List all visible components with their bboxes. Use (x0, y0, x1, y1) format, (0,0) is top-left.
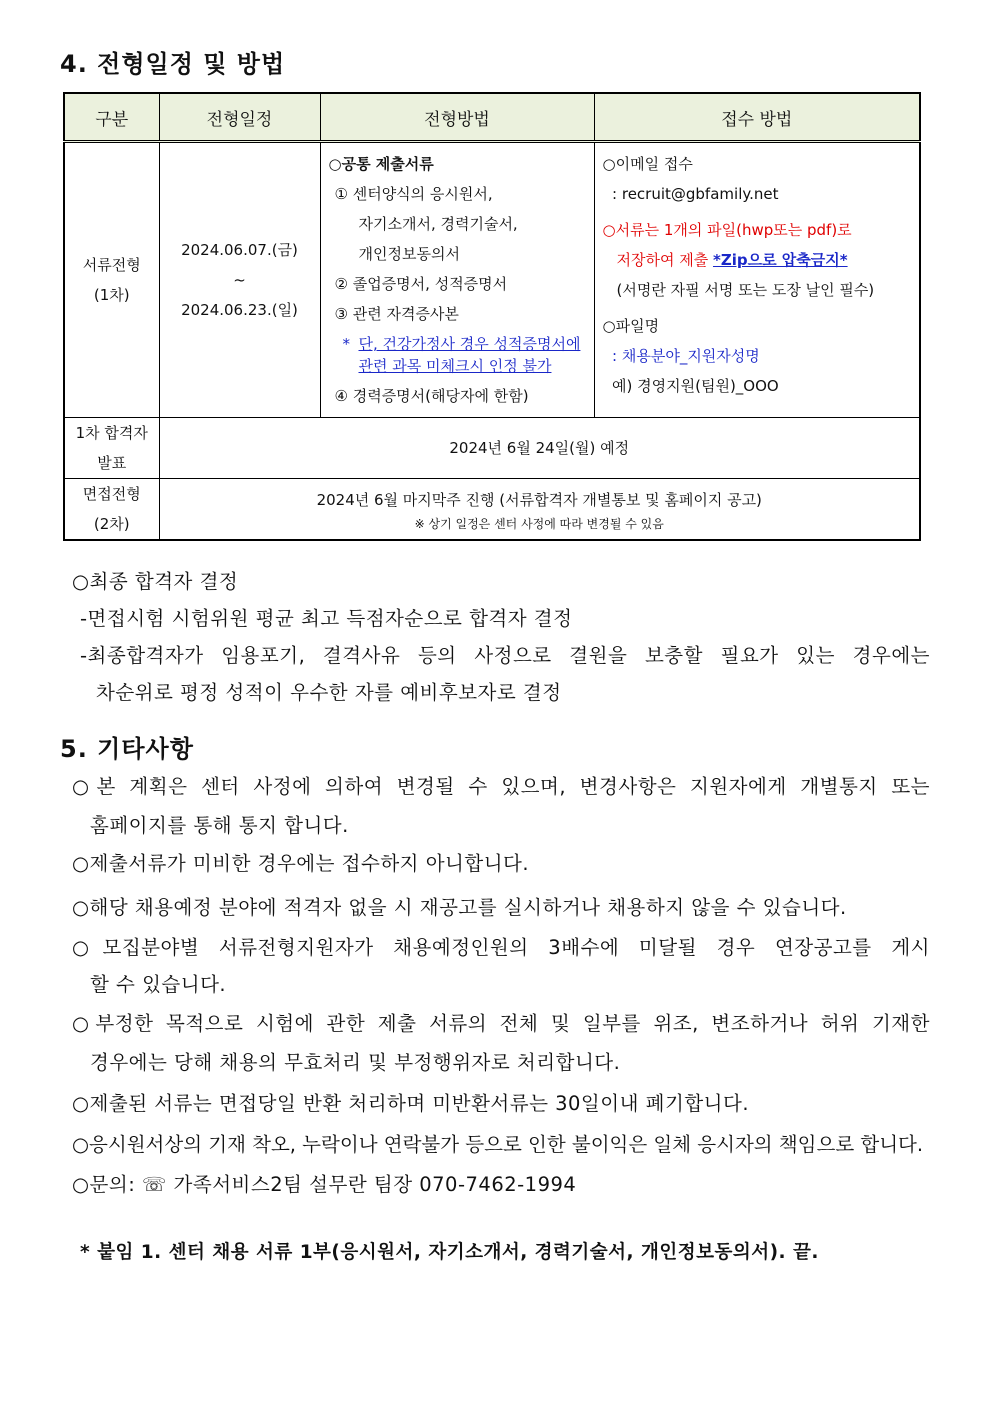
row2-value: 2024년 6월 24일(월) 예정 (159, 418, 920, 479)
reception-file-line2-a: 저장하여 제출 (616, 251, 713, 269)
row3-value: 2024년 6월 마지막주 진행 (서류합격자 개별통보 및 홈페이지 공고) (316, 491, 762, 509)
row3-value-cell (159, 479, 920, 541)
etc-item1-line2: 홈페이지를 통해 통지 합니다. (90, 814, 349, 837)
final-line3: 차순위로 평정 성적이 우수한 자를 예비후보자로 결정 (96, 681, 562, 704)
row1-date-tilde: ~ (233, 271, 246, 289)
etc-item3: ○해당 채용예정 분야에 적격자 없을 시 재공고를 실시하거나 채용하지 않을 수 있습니다. (72, 896, 847, 919)
reception-filename-example: 예) 경영지원(팀원)_OOO (602, 377, 779, 395)
table-row-interview (64, 479, 920, 541)
table-row-first-announcement (64, 418, 920, 479)
method-note-star: * (342, 335, 350, 353)
method-item2: ② 졸업증명서, 성적증명서 (334, 275, 508, 293)
row1-reception (594, 142, 920, 418)
etc-item6: ○제출된 서류는 면접당일 반환 처리하며 미반환서류는 30일이내 폐기합니다. (72, 1092, 750, 1115)
table-header-row (64, 93, 920, 142)
etc-item5-line2: 경우에는 당해 채용의 무효처리 및 부정행위자로 처리합니다. (90, 1051, 621, 1074)
row3-category-line1: 면접전형 (82, 485, 141, 503)
section4-title: 4. 전형일정 및 방법 (60, 50, 286, 78)
final-heading: ○최종 합격자 결정 (72, 570, 239, 593)
etc-item8: ○문의: ☏ 가족서비스2팀 설무란 팀장 070-7462-1994 (72, 1173, 577, 1196)
etc-item2: ○제출서류가 미비한 경우에는 접수하지 아니합니다. (72, 852, 530, 875)
header-schedule: 전형일정 (159, 93, 320, 142)
method-heading: ○공통 제출서류 (328, 155, 434, 173)
method-item1-line2: 자기소개서, 경력기술서, (358, 215, 518, 233)
row3-category-line2: (2차) (93, 515, 130, 533)
row2-category-line1: 1차 합격자 (75, 424, 148, 442)
reception-file-line1: ○서류는 1개의 파일(hwp또는 pdf)로 (602, 221, 852, 239)
row1-date-end: 2024.06.23.(일) (181, 301, 298, 319)
method-item3: ③ 관련 자격증사본 (334, 305, 459, 323)
method-item4: ④ 경력증명서(해당자에 한함) (334, 387, 529, 405)
final-line1: -면접시험 시험위원 평균 최고 득점자순으로 합격자 결정 (80, 607, 573, 630)
row2-category (64, 418, 159, 479)
method-note (329, 333, 586, 377)
table-row-document-screening (64, 142, 920, 418)
schedule-table (63, 92, 921, 541)
reception-email-heading: ○이메일 접수 (602, 155, 693, 173)
reception-file-line2 (603, 245, 912, 275)
reception-filename-heading: ○파일명 (602, 317, 660, 335)
method-note-line2: 관련 과목 미체크시 인정 불가 (358, 357, 552, 375)
row3-note: ※ 상기 일정은 센터 사정에 따라 변경될 수 있음 (414, 517, 664, 531)
row1-schedule (159, 142, 320, 418)
header-category: 구분 (64, 93, 159, 142)
attachment-note: * 붙임 1. 센터 채용 서류 1부(응시원서, 자기소개서, 경력기술서, 개인정보동의서). 끝. (80, 1242, 819, 1263)
reception-email: : recruit@gbfamily.net (602, 185, 779, 203)
etc-item7: ○응시원서상의 기재 착오, 누락이나 연락불가 등으로 인한 불이익은 일체 응시자의 책임으로 합니다. (72, 1133, 924, 1156)
row3-category (64, 479, 159, 541)
etc-item4-line2: 할 수 있습니다. (90, 973, 227, 996)
header-method: 전형방법 (320, 93, 594, 142)
reception-zip-warning: *Zip으로 압축금지* (712, 251, 848, 269)
etc-item4-line1: ○모집분야별 서류전형지원자가 채용예정인원의 3배수에 미달될 경우 연장공고를 게시 (72, 936, 930, 959)
etc-item1-line1: ○본 계획은 센터 사정에 의하여 변경될 수 있으며, 변경사항은 지원자에게 개별통지 또는 (72, 775, 930, 798)
method-item1-line3: 개인정보동의서 (358, 245, 460, 263)
row1-method (320, 142, 594, 418)
method-note-line1: 단, 건강가정사 경우 성적증명서에 (358, 335, 581, 353)
header-reception: 접수 방법 (594, 93, 920, 142)
method-item1-line1: ① 센터양식의 응시원서, (334, 185, 493, 203)
row1-category-line2: (1차) (93, 286, 130, 304)
reception-sign-note: (서명란 자필 서명 또는 도장 날인 필수) (616, 281, 875, 299)
row1-category-line1: 서류전형 (82, 256, 141, 274)
final-line2: -최종합격자가 임용포기, 결격사유 등의 사정으로 결원을 보충할 필요가 있는 경우에는 (80, 644, 930, 667)
row1-date-start: 2024.06.07.(금) (181, 241, 298, 259)
etc-item5-line1: ○부정한 목적으로 시험에 관한 제출 서류의 전체 및 일부를 위조, 변조하거나 허위 기재한 (72, 1012, 930, 1035)
section5-title: 5. 기타사항 (60, 735, 194, 763)
reception-filename-format: : 채용분야_지원자성명 (602, 347, 760, 365)
row2-category-line2: 발표 (97, 454, 127, 472)
row1-category (64, 142, 159, 418)
